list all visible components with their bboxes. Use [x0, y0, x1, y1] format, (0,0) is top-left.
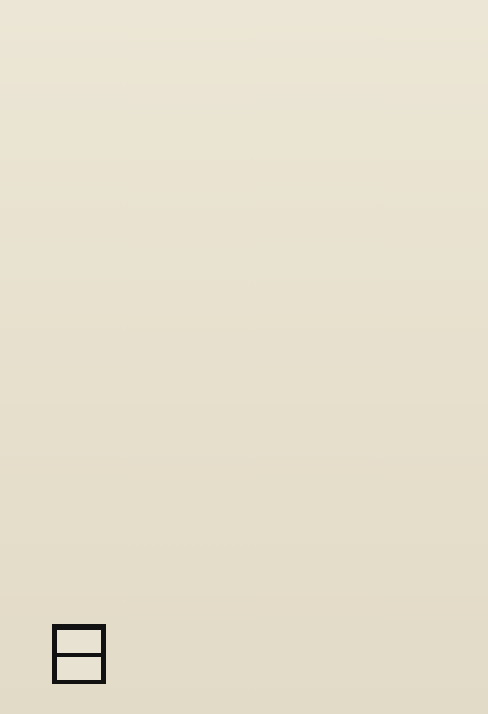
publisher-logo-icon — [52, 624, 106, 684]
logo-row-bottom — [57, 657, 101, 680]
cover-text — [30, 14, 458, 17]
publisher-footer — [52, 624, 462, 684]
logo-row-top — [57, 630, 101, 653]
